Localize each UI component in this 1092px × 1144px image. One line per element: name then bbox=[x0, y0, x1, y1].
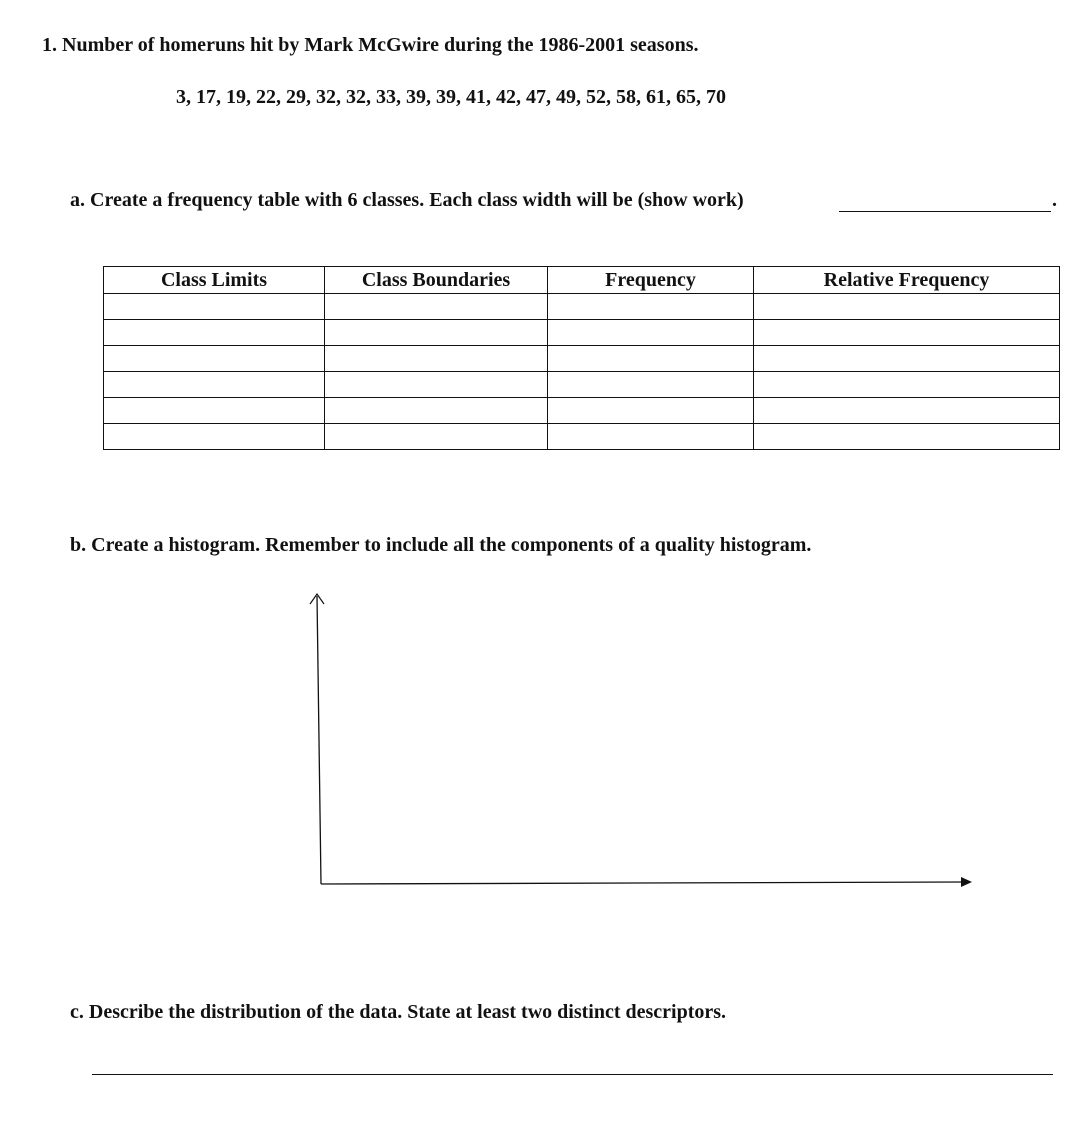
cell-relative-frequency[interactable] bbox=[754, 320, 1060, 346]
cell-class-boundaries[interactable] bbox=[325, 294, 548, 320]
data-values: 3, 17, 19, 22, 29, 32, 32, 33, 39, 39, 41, 42, 47, 49, 52, 58, 61, 65, 70 bbox=[176, 86, 726, 108]
cell-frequency[interactable] bbox=[548, 398, 754, 424]
table-row bbox=[104, 294, 1060, 320]
table-row bbox=[104, 424, 1060, 450]
x-axis-line bbox=[321, 882, 962, 884]
frequency-table bbox=[103, 266, 1060, 450]
cell-class-limits[interactable] bbox=[104, 346, 325, 372]
part-c-prompt: c. Describe the distribution of the data. State at least two distinct descriptors. bbox=[70, 1001, 727, 1023]
cell-class-limits[interactable] bbox=[104, 424, 325, 450]
cell-class-boundaries[interactable] bbox=[325, 424, 548, 450]
table-header-row bbox=[104, 267, 1060, 294]
y-axis-line bbox=[317, 596, 321, 884]
histogram-axes[interactable] bbox=[300, 588, 990, 898]
cell-class-boundaries[interactable] bbox=[325, 320, 548, 346]
cell-class-boundaries[interactable] bbox=[325, 398, 548, 424]
cell-frequency[interactable] bbox=[548, 346, 754, 372]
class-width-blank[interactable] bbox=[839, 211, 1051, 212]
cell-class-limits[interactable] bbox=[104, 320, 325, 346]
cell-frequency[interactable] bbox=[548, 294, 754, 320]
cell-relative-frequency[interactable] bbox=[754, 372, 1060, 398]
question-title: 1. Number of homeruns hit by Mark McGwire during the 1986-2001 seasons. bbox=[42, 34, 699, 56]
cell-relative-frequency[interactable] bbox=[754, 398, 1060, 424]
cell-class-limits[interactable] bbox=[104, 294, 325, 320]
table-row bbox=[104, 346, 1060, 372]
header-class-limits: Class Limits bbox=[104, 267, 325, 294]
part-a-prompt: a. Create a frequency table with 6 classes. Each class width will be (show work) bbox=[70, 189, 744, 211]
cell-frequency[interactable] bbox=[548, 372, 754, 398]
table-row bbox=[104, 320, 1060, 346]
class-width-period: . bbox=[1052, 189, 1057, 211]
part-b-prompt: b. Create a histogram. Remember to include all the components of a quality histogram. bbox=[70, 534, 812, 556]
cell-class-limits[interactable] bbox=[104, 372, 325, 398]
header-relative-frequency: Relative Frequency bbox=[754, 267, 1060, 294]
table-row bbox=[104, 372, 1060, 398]
cell-class-limits[interactable] bbox=[104, 398, 325, 424]
x-axis-arrowhead bbox=[961, 877, 972, 887]
cell-relative-frequency[interactable] bbox=[754, 294, 1060, 320]
cell-class-boundaries[interactable] bbox=[325, 372, 548, 398]
answer-blank-line[interactable] bbox=[92, 1074, 1053, 1075]
header-frequency: Frequency bbox=[548, 267, 754, 294]
cell-frequency[interactable] bbox=[548, 320, 754, 346]
header-class-boundaries: Class Boundaries bbox=[325, 267, 548, 294]
cell-relative-frequency[interactable] bbox=[754, 424, 1060, 450]
table-row bbox=[104, 398, 1060, 424]
cell-class-boundaries[interactable] bbox=[325, 346, 548, 372]
cell-frequency[interactable] bbox=[548, 424, 754, 450]
cell-relative-frequency[interactable] bbox=[754, 346, 1060, 372]
